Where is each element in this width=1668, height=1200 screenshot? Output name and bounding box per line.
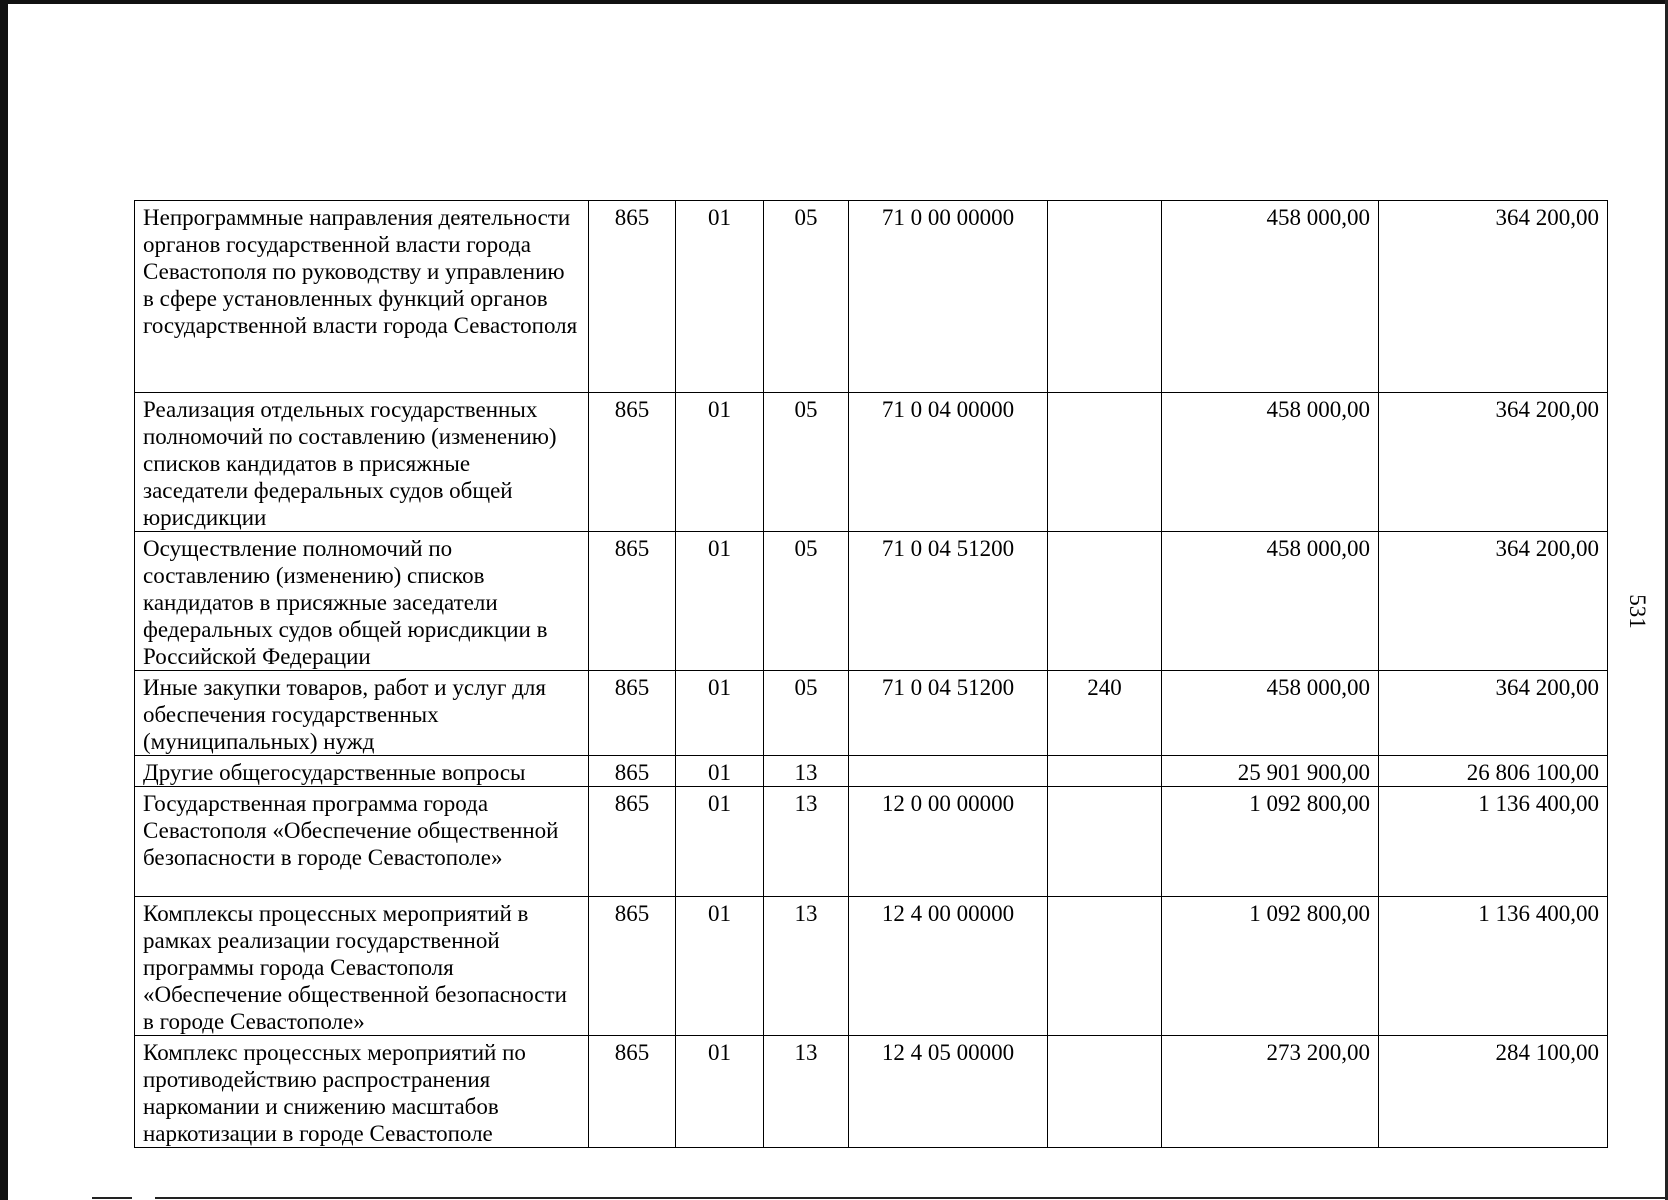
target-article-code: 71 0 04 51200 (849, 671, 1048, 756)
amount-year-1: 1 092 800,00 (1162, 787, 1379, 897)
amount-year-2: 26 806 100,00 (1379, 756, 1608, 787)
expense-kind-code (1048, 756, 1162, 787)
row-name: Государственная программа города Севастополя «Обеспечение общественной безопасности в городе Севастополе» (135, 787, 589, 897)
expense-kind-code (1048, 201, 1162, 393)
ministry-code: 865 (589, 393, 676, 532)
row-name: Иные закупки товаров, работ и услуг для обеспечения государственных (муниципальных) нужд (135, 671, 589, 756)
section-code: 01 (676, 532, 764, 671)
target-article-code: 71 0 04 00000 (849, 393, 1048, 532)
subsection-code: 13 (764, 897, 849, 1036)
subsection-code: 13 (764, 1036, 849, 1148)
amount-year-2: 364 200,00 (1379, 671, 1608, 756)
row-name: Комплекс процессных мероприятий по противодействию распространения наркомании и снижению масштабов наркотизации в городе Севастополе (135, 1036, 589, 1148)
amount-year-2: 1 136 400,00 (1379, 897, 1608, 1036)
section-code: 01 (676, 671, 764, 756)
target-article-code: 71 0 00 00000 (849, 201, 1048, 393)
amount-year-2: 364 200,00 (1379, 393, 1608, 532)
table-row (135, 671, 1608, 756)
row-name: Другие общегосударственные вопросы (135, 756, 589, 787)
scan-edge-top (0, 0, 1668, 4)
ministry-code: 865 (589, 671, 676, 756)
page-number: 531 (1624, 594, 1650, 629)
expense-kind-code (1048, 897, 1162, 1036)
amount-year-2: 364 200,00 (1379, 532, 1608, 671)
bottom-rule (92, 1197, 132, 1199)
table-row (135, 532, 1608, 671)
amount-year-2: 1 136 400,00 (1379, 787, 1608, 897)
amount-year-1: 1 092 800,00 (1162, 897, 1379, 1036)
table-row (135, 393, 1608, 532)
section-code: 01 (676, 1036, 764, 1148)
ministry-code: 865 (589, 756, 676, 787)
row-name: Реализация отдельных государственных полномочий по составлению (изменению) списков кандидатов в присяжные заседатели федеральных судов общей юрисдикции (135, 393, 589, 532)
amount-year-1: 458 000,00 (1162, 532, 1379, 671)
amount-year-2: 364 200,00 (1379, 201, 1608, 393)
expense-kind-code (1048, 1036, 1162, 1148)
target-article-code: 12 4 05 00000 (849, 1036, 1048, 1148)
subsection-code: 05 (764, 393, 849, 532)
subsection-code: 05 (764, 532, 849, 671)
section-code: 01 (676, 787, 764, 897)
ministry-code: 865 (589, 897, 676, 1036)
section-code: 01 (676, 393, 764, 532)
row-name: Осуществление полномочий по составлению (изменению) списков кандидатов в присяжные заседатели федеральных судов общей юрисдикции в Российской Федерации (135, 532, 589, 671)
expense-kind-code (1048, 532, 1162, 671)
section-code: 01 (676, 201, 764, 393)
section-code: 01 (676, 756, 764, 787)
table-row (135, 756, 1608, 787)
ministry-code: 865 (589, 787, 676, 897)
subsection-code: 05 (764, 201, 849, 393)
expense-kind-code (1048, 393, 1162, 532)
amount-year-1: 458 000,00 (1162, 201, 1379, 393)
expense-kind-code (1048, 787, 1162, 897)
amount-year-2: 284 100,00 (1379, 1036, 1608, 1148)
target-article-code: 71 0 04 51200 (849, 532, 1048, 671)
budget-table (134, 200, 1608, 1148)
table-row (135, 201, 1608, 393)
amount-year-1: 458 000,00 (1162, 393, 1379, 532)
ministry-code: 865 (589, 1036, 676, 1148)
table-row (135, 787, 1608, 897)
row-name: Комплексы процессных мероприятий в рамках реализации государственной программы города Севастополя «Обеспечение общественной безопасности в городе Севастополе» (135, 897, 589, 1036)
subsection-code: 05 (764, 671, 849, 756)
row-name: Непрограммные направления деятельности органов государственной власти города Севастополя по руководству и управлению в сфере установленных функций органов государственной власти города Севастополя (135, 201, 589, 393)
subsection-code: 13 (764, 756, 849, 787)
table-row (135, 1036, 1608, 1148)
subsection-code: 13 (764, 787, 849, 897)
ministry-code: 865 (589, 532, 676, 671)
bottom-rule (155, 1197, 1665, 1199)
section-code: 01 (676, 897, 764, 1036)
amount-year-1: 273 200,00 (1162, 1036, 1379, 1148)
scan-edge-left (0, 0, 8, 1200)
expense-kind-code: 240 (1048, 671, 1162, 756)
target-article-code: 12 0 00 00000 (849, 787, 1048, 897)
table-row (135, 897, 1608, 1036)
target-article-code (849, 756, 1048, 787)
amount-year-1: 25 901 900,00 (1162, 756, 1379, 787)
amount-year-1: 458 000,00 (1162, 671, 1379, 756)
ministry-code: 865 (589, 201, 676, 393)
target-article-code: 12 4 00 00000 (849, 897, 1048, 1036)
